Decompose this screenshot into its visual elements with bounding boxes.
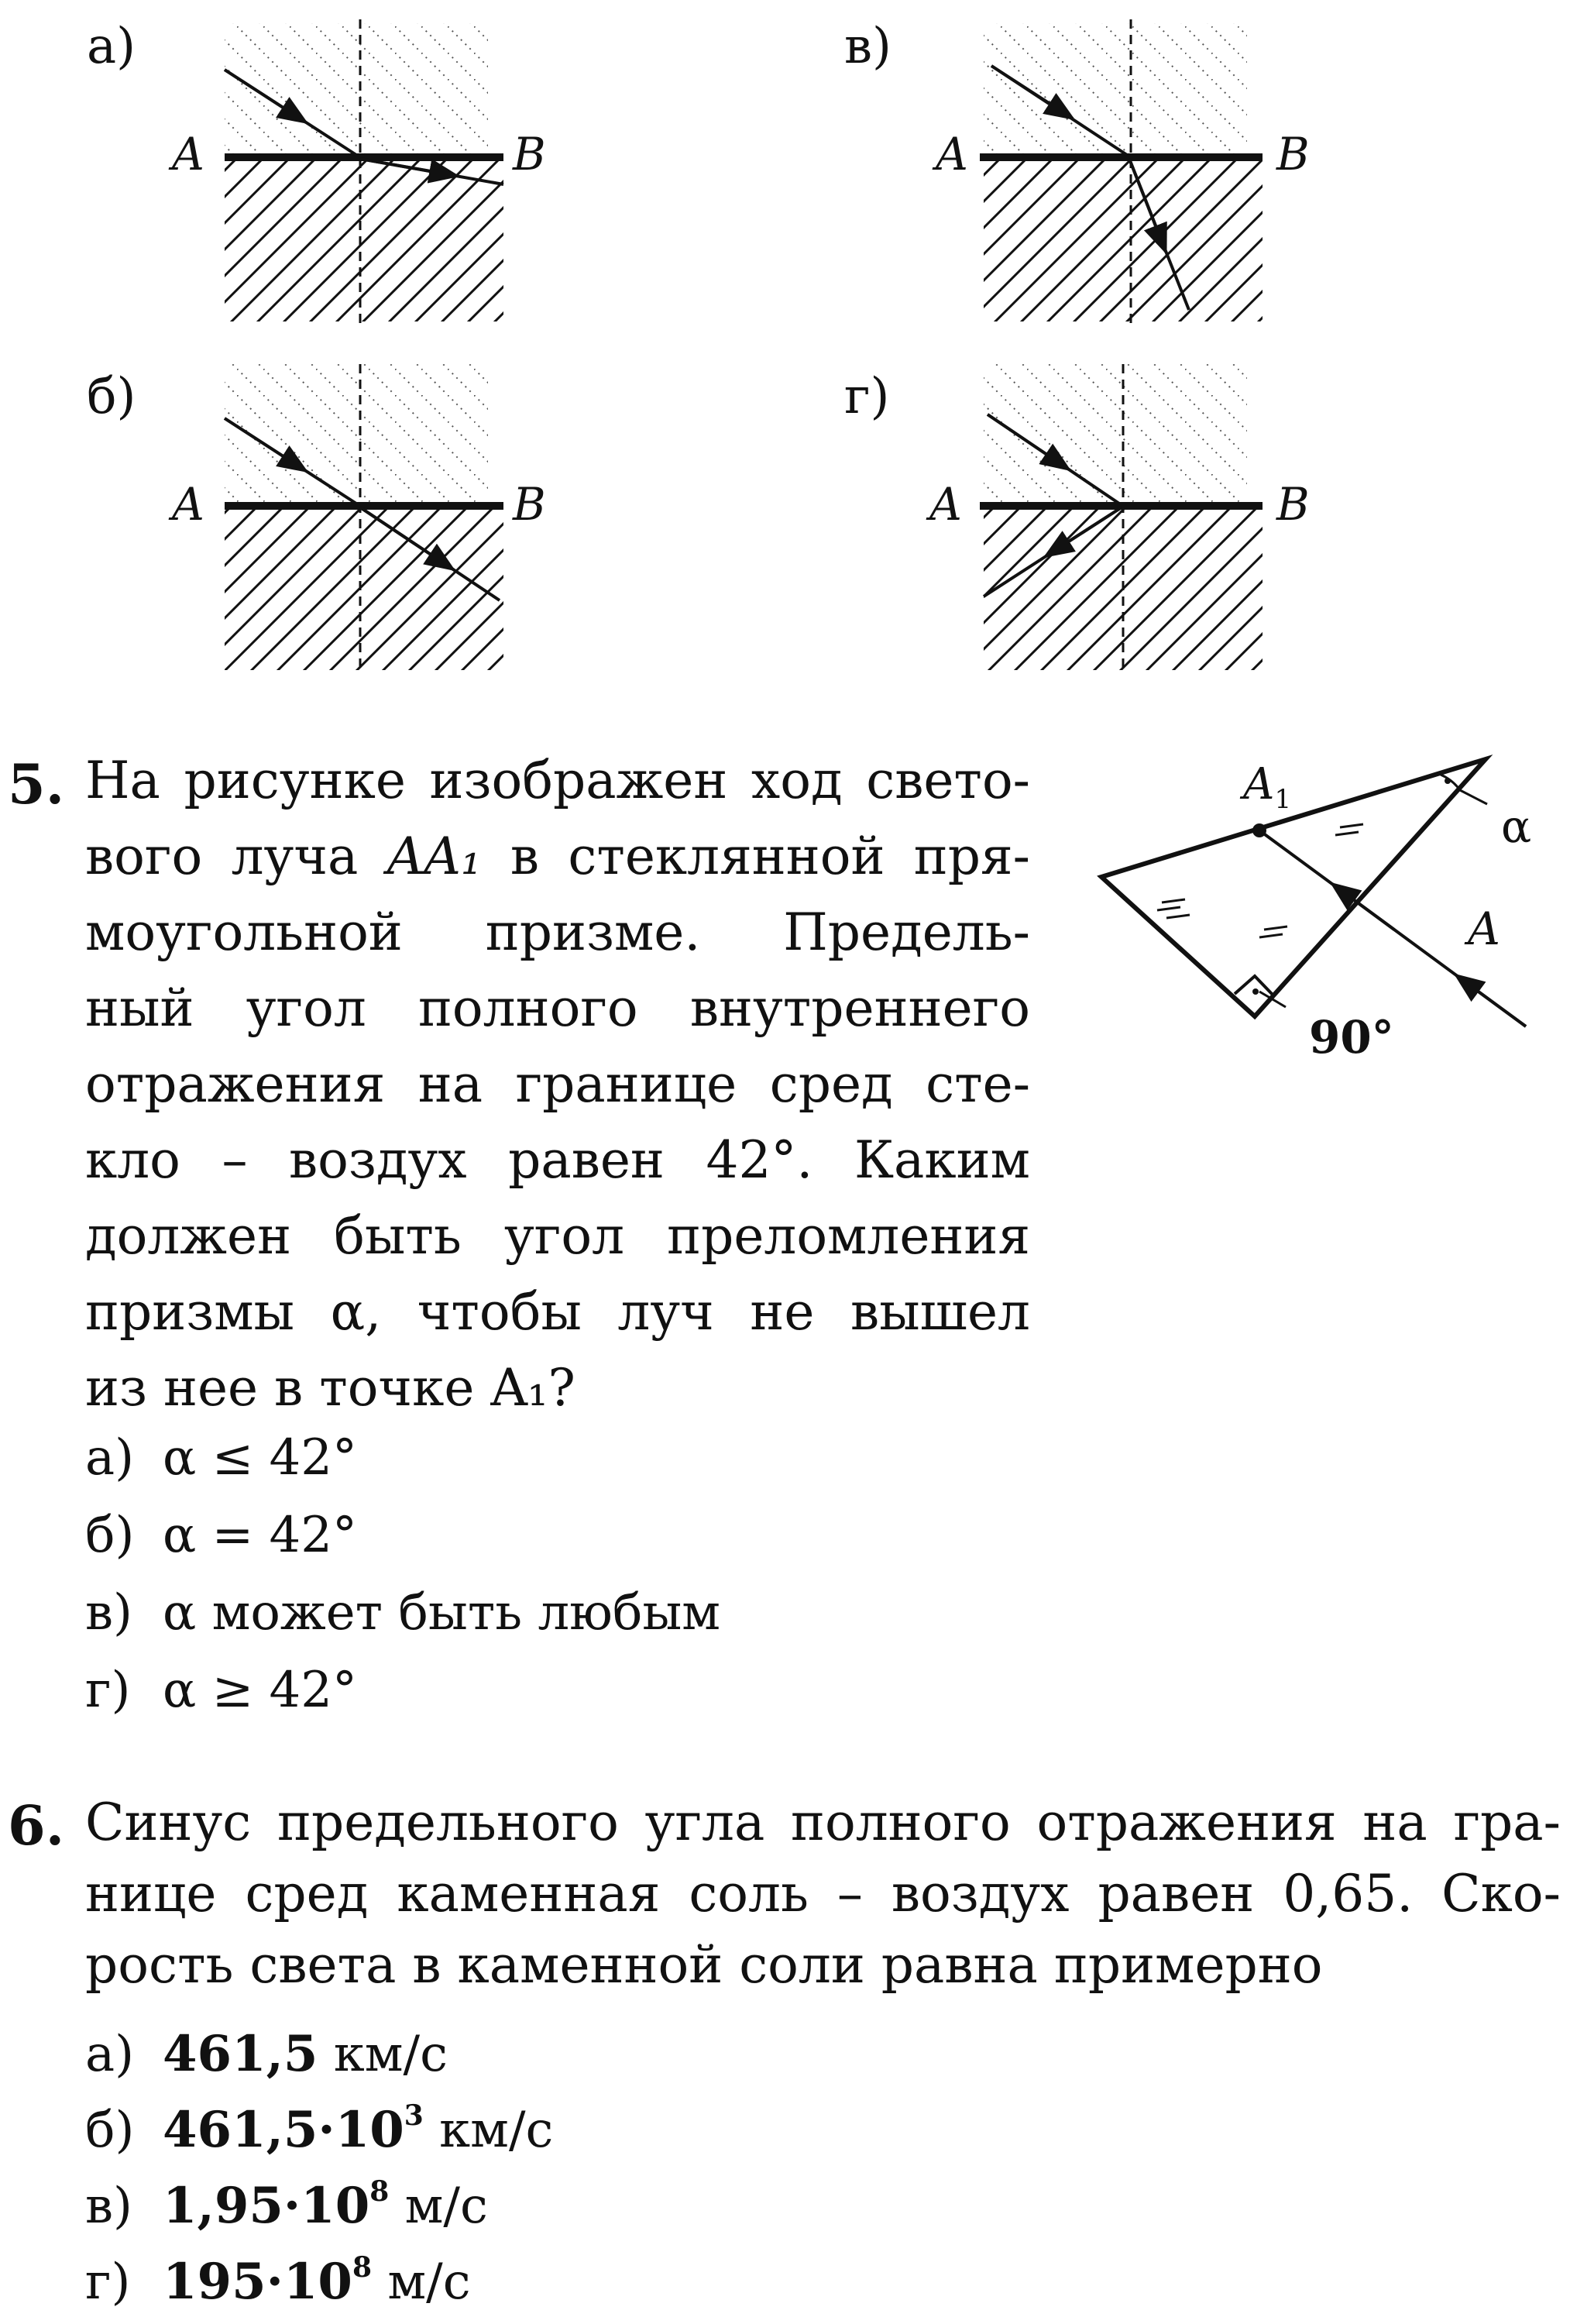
figure-v-point-a: A bbox=[936, 128, 968, 180]
refraction-figures bbox=[0, 0, 1570, 682]
q6-line-1: Синус предельного угла полного отражения на гра- bbox=[85, 1793, 1561, 1852]
q6-option-g[interactable]: г) $195\cdot 10^8$ м/с bbox=[85, 2251, 471, 2311]
figure-a bbox=[225, 19, 503, 325]
q5-line-1: На рисунке изображен ход свето- bbox=[85, 751, 1030, 810]
q6-option-v[interactable]: в) $1,95\cdot 10^8$ м/с bbox=[85, 2175, 488, 2235]
q5-option-a[interactable]: а) α ≤ 42° bbox=[85, 1429, 357, 1487]
q6-option-a[interactable]: а) 461,5 км/с bbox=[85, 2025, 448, 2083]
prism-label-angle: 90° bbox=[1309, 1011, 1394, 1064]
figure-g bbox=[980, 364, 1263, 674]
q5-line-5: отражения на границе сред сте- bbox=[85, 1054, 1030, 1114]
prism-label-a1: $A_1$ bbox=[1243, 759, 1292, 816]
prism-label-alpha: α bbox=[1501, 800, 1532, 853]
figure-b-label: б) bbox=[87, 368, 136, 425]
q6-line-2: нице сред каменная соль – воздух равен 0,65. Ско- bbox=[85, 1864, 1561, 1923]
figure-a-point-a: A bbox=[172, 128, 204, 180]
figure-b-point-a: A bbox=[172, 478, 204, 531]
q5-line-9: из нее в точке A₁? bbox=[85, 1358, 575, 1418]
figure-g-point-a: A bbox=[929, 478, 962, 531]
figure-b-point-b: B bbox=[513, 478, 546, 531]
figure-a-point-b: B bbox=[513, 128, 546, 180]
figure-g-label: г) bbox=[844, 368, 890, 425]
figure-b bbox=[225, 364, 503, 674]
q5-text bbox=[85, 751, 1030, 1439]
q5-line-6: кло – воздух равен 42°. Каким bbox=[85, 1130, 1030, 1190]
figure-a-label: а) bbox=[87, 18, 136, 75]
figure-v bbox=[980, 19, 1263, 325]
figure-v-label: в) bbox=[844, 18, 891, 75]
q5-line-3: моугольной призме. Предель- bbox=[85, 902, 1030, 962]
q6-option-b[interactable]: б) $461,5\cdot 10^3$ км/с bbox=[85, 2099, 554, 2159]
q6-number: 6. bbox=[8, 1793, 65, 1858]
q6-line-3: рость света в каменной соли равна примерно bbox=[85, 1935, 1323, 1995]
q6-text bbox=[85, 1793, 1561, 2011]
q5-line-2: вого луча AA₁ в стеклянной пря- bbox=[85, 827, 1030, 886]
q5-number: 5. bbox=[8, 752, 65, 816]
figure-v-point-b: B bbox=[1276, 128, 1310, 180]
prism-label-a: A bbox=[1468, 902, 1500, 955]
figure-g-point-b: B bbox=[1276, 478, 1310, 531]
q5-line-8: призмы α, чтобы луч не вышел bbox=[85, 1282, 1030, 1342]
q5-line-7: должен быть угол преломления bbox=[85, 1206, 1030, 1266]
q5-option-g[interactable]: г) α ≥ 42° bbox=[85, 1662, 357, 1719]
q5-option-v[interactable]: в) α может быть любым bbox=[85, 1584, 721, 1642]
q5-line-4: ный угол полного внутреннего bbox=[85, 978, 1030, 1038]
q5-option-b[interactable]: б) α = 42° bbox=[85, 1507, 357, 1564]
